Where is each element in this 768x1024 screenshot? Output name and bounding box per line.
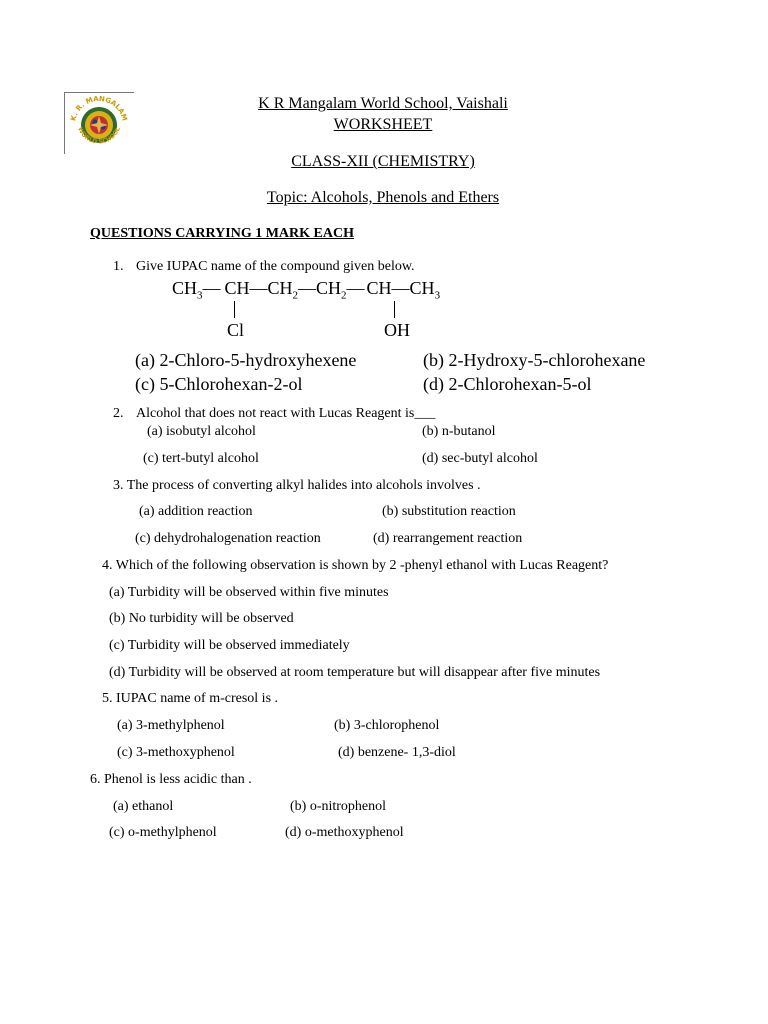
question-5-text: 5. IUPAC name of m-cresol is . [102, 691, 279, 706]
structural-formula: $CH_3—$ $CH—CH_2—CH_2—$ $CH—CH_3$ [172, 278, 441, 302]
q5-option-b: (b) 3-chlorophenol [334, 718, 440, 733]
q3-option-d: (d) rearrangement reaction [373, 531, 523, 546]
svg-text:K. R. MANGALAM: K. R. MANGALAM [69, 94, 129, 122]
q6-option-a: (a) ethanol [113, 799, 174, 814]
document-type: WORKSHEET [333, 116, 433, 133]
q3-option-b: (b) substitution reaction [382, 504, 516, 519]
question-4-text: 4. Which of the following observation is shown by 2 -phenyl ethanol with Lucas Reagent? [102, 558, 609, 573]
q1-option-b: (b) 2-Hydroxy-5-chlorohexane [423, 350, 646, 370]
question-1-number: 1. [113, 259, 124, 274]
question-2-text: Alcohol that does not react with Lucas Reagent is___ [136, 406, 436, 421]
q6-option-b: (b) o-nitrophenol [290, 799, 387, 814]
section-title: QUESTIONS CARRYING 1 MARK EACH [90, 226, 354, 241]
q1-option-c: (c) 5-Chlorohexan-2-ol [135, 374, 303, 394]
q3-option-a: (a) addition reaction [139, 504, 253, 519]
bond-line-2 [394, 301, 395, 318]
question-6-text: 6. Phenol is less acidic than . [90, 772, 252, 787]
bond-line-1 [234, 301, 235, 318]
q2-option-a: (a) isobutyl alcohol [147, 424, 256, 439]
q4-option-a: (a) Turbidity will be observed within five minutes [109, 585, 389, 600]
question-1-text: Give IUPAC name of the compound given below. [136, 259, 415, 274]
q4-option-d: (d) Turbidity will be observed at room temperature but will disappear after five minutes [109, 665, 601, 680]
q6-option-d: (d) o-methoxyphenol [285, 825, 404, 840]
question-3-text: 3. The process of converting alkyl halides into alcohols involves . [113, 478, 481, 493]
q2-option-d: (d) sec-butyl alcohol [422, 451, 538, 466]
school-logo [64, 92, 134, 154]
question-2-number: 2. [113, 406, 124, 421]
q1-option-a: (a) 2-Chloro-5-hydroxyhexene [135, 350, 357, 370]
q5-option-d: (d) benzene- 1,3-diol [338, 745, 456, 760]
q2-option-b: (b) n-butanol [422, 424, 496, 439]
topic-title: Topic: Alcohols, Phenols and Ethers [266, 189, 500, 206]
q2-option-c: (c) tert-butyl alcohol [143, 451, 259, 466]
class-title: CLASS-XII (CHEMISTRY) [291, 153, 475, 170]
q4-option-b: (b) No turbidity will be observed [109, 611, 294, 626]
q4-option-c: (c) Turbidity will be observed immediately [109, 638, 350, 653]
q1-option-d: (d) 2-Chlorohexan-5-ol [423, 374, 592, 394]
q5-option-a: (a) 3-methylphenol [117, 718, 225, 733]
substituent-cl: Cl [227, 320, 245, 340]
logo-emblem-icon [64, 92, 134, 154]
school-name: K R Mangalam World School, Vaishali [258, 95, 508, 112]
q5-option-c: (c) 3-methoxyphenol [117, 745, 235, 760]
svg-text:WORLD SCHOOL: WORLD SCHOOL [76, 126, 122, 146]
q3-option-c: (c) dehydrohalogenation reaction [135, 531, 321, 546]
q6-option-c: (c) o-methylphenol [109, 825, 217, 840]
substituent-oh: OH [384, 320, 410, 340]
